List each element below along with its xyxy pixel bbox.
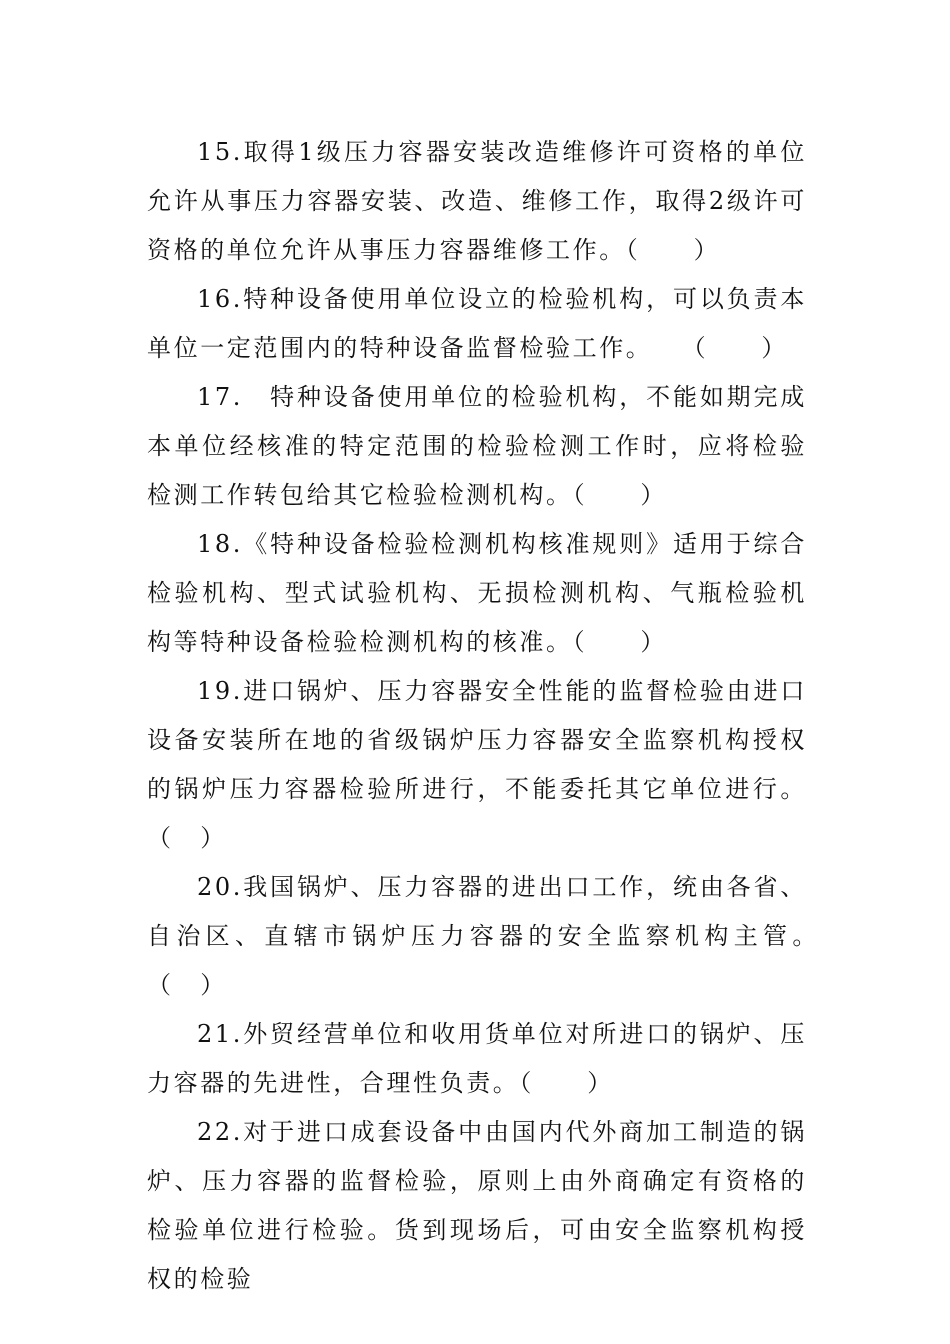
question-15: 15.取得1级压力容器安装改造维修许可资格的单位允许从事压力容器安装、改造、维修工作，取得2级许可资格的单位允许从事压力容器维修工作。（ ） (147, 138, 807, 264)
question-17: 17. 特种设备使用单位的检验机构，不能如期完成本单位经核准的特定范围的检验检测工作时，应将检验检测工作转包给其它检验检测机构。（ ） (147, 383, 807, 509)
question-21: 21.外贸经营单位和收用货单位对所进口的锅炉、压力容器的先进性，合理性负责。（ ） (147, 1020, 807, 1097)
question-20: 20.我国锅炉、压力容器的进出口工作，统由各省、自治区、直辖市锅炉压力容器的安全监察机构主管。 （ ） (147, 873, 861, 999)
question-18: 18.《特种设备检验检测机构核准规则》适用于综合检验机构、型式试验机构、无损检测机构、气瓶检验机构等特种设备检验检测机构的核准。（ ） (147, 530, 807, 656)
question-16: 16.特种设备使用单位设立的检验机构，可以负责本单位一定范围内的特种设备监督检验工作。 （ ） (147, 285, 807, 362)
question-19: 19.进口锅炉、压力容器安全性能的监督检验由进口设备安装所在地的省级锅炉压力容器安全监察机构授权的锅炉压力容器检验所进行，不能委托其它单位进行。（ ） (147, 677, 807, 852)
document-page (147, 128, 861, 1304)
question-22: 22.对于进口成套设备中由国内代外商加工制造的锅炉、压力容器的监督检验，原则上由外商确定有资格的检验单位进行检验。货到现场后，可由安全监察机构授权的检验 (147, 1118, 807, 1293)
